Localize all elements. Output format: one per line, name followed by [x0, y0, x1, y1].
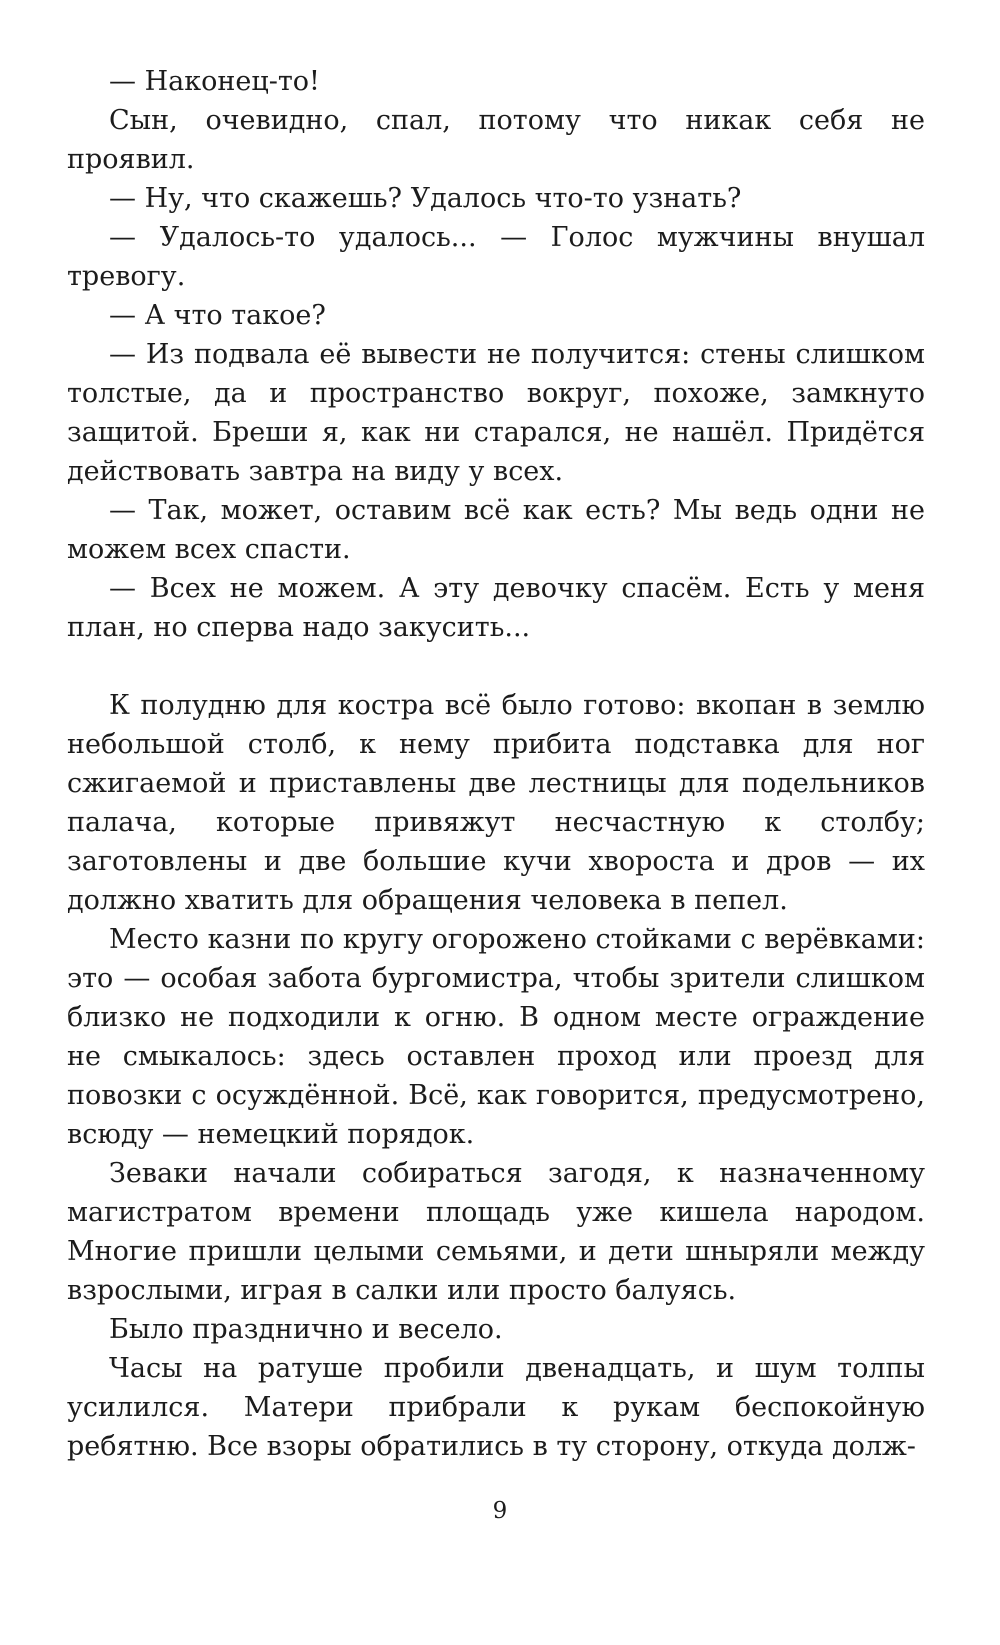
paragraph-6: — Из подвала её вывести не получится: стены слишком толстые, да и пространство вокруг, похоже, замкнуто защитой. Бреши я, как ни старался, не нашёл. Придётся действовать завтра на виду у всех. — [67, 339, 925, 487]
paragraph-4: — Удалось-то удалось... — Голос мужчины внушал тревогу. — [67, 222, 925, 292]
paragraph-9: К полудню для костра всё было готово: вкопан в землю небольшой столб, к нему прибита подставка для ног сжигаемой и приставлены две лестницы для подельников палача, которые привяжут несчастную к столбу; заготовлены и две большие кучи хвороста и дров — их должно хватить для обращения человека в пепел. — [67, 690, 925, 916]
paragraph-7: — Так, может, оставим всё как есть? Мы ведь одни не можем всех спасти. — [67, 495, 925, 565]
paragraph-5: — А что такое? — [109, 300, 326, 331]
paragraph-1: — Наконец-то! — [109, 66, 320, 97]
paragraph-8: — Всех не можем. А эту девочку спасём. Есть у меня план, но сперва надо закусить... — [67, 573, 925, 643]
page-text — [67, 62, 925, 1466]
paragraph-11: Зеваки начали собираться загодя, к назначенному магистратом времени площадь уже кишела народом. Многие пришли целыми семьями, и дети шныряли между взрослыми, играя в салки или просто балуясь. — [67, 1158, 925, 1306]
paragraph-12: Было празднично и весело. — [109, 1314, 503, 1345]
paragraph-13: Часы на ратуше пробили двенадцать, и шум толпы усилился. Матери прибрали к рукам беспокойную ребятню. Все взоры обратились в ту сторону, откуда долж- — [67, 1353, 925, 1462]
paragraph-10: Место казни по кругу огорожено стойками с верёвками: это — особая забота бургомистра, чтобы зрители слишком близко не подходили к огню. В одном месте ограждение не смыкалось: здесь оставлен проход или проезд для повозки с осуждённой. Всё, как говорится, предусмотрено, всюду — немецкий порядок. — [67, 924, 925, 1150]
page-number: 9 — [492, 1498, 508, 1524]
paragraph-3: — Ну, что скажешь? Удалось что-то узнать? — [109, 183, 742, 214]
paragraph-2: Сын, очевидно, спал, потому что никак себя не проявил. — [67, 105, 925, 175]
